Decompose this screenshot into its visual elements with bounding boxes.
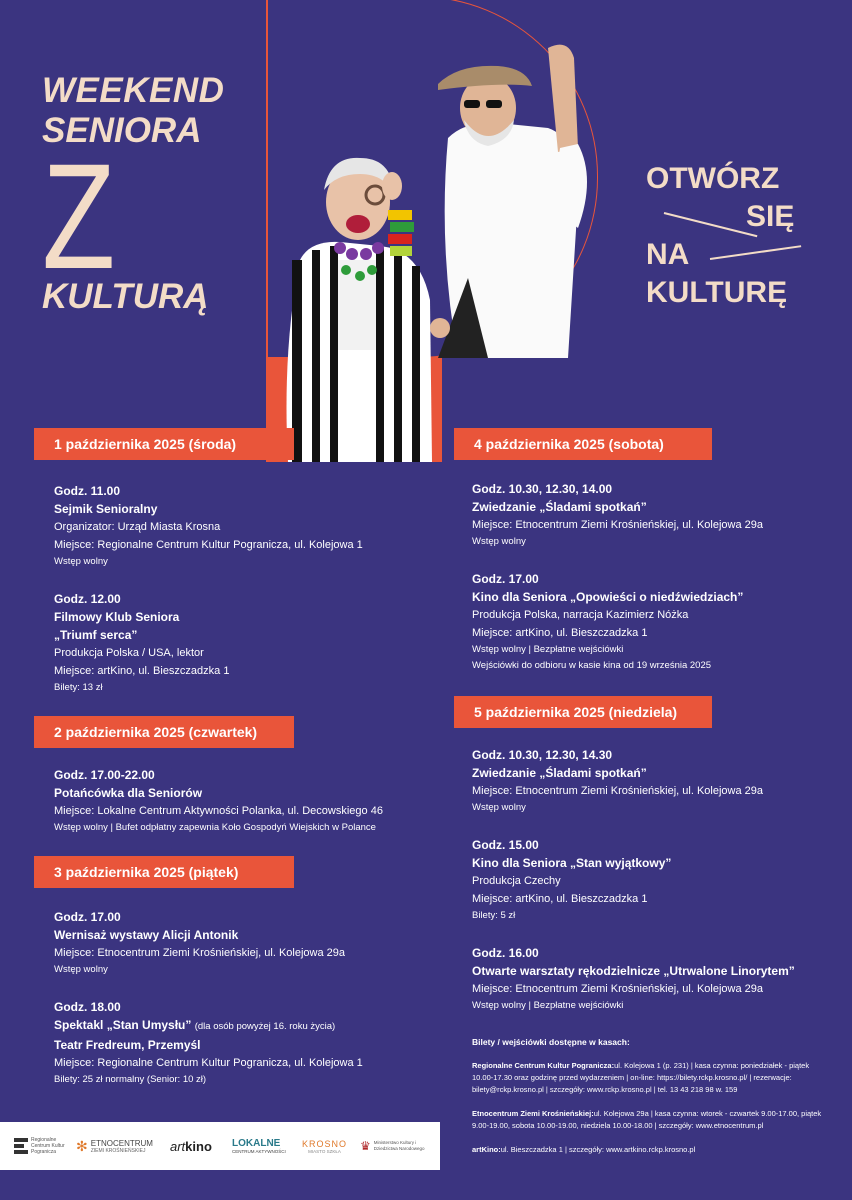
event-detail: Organizator: Urząd Miasta Krosna bbox=[54, 521, 221, 533]
event-note: Bilety: 25 zł normalny (Senior: 10 zł) bbox=[54, 1074, 207, 1085]
event-time: Godz. 17.00 bbox=[54, 910, 121, 924]
event-day5-3 bbox=[472, 944, 795, 1014]
lokalne-sub: CENTRUM AKTYWNOŚCI bbox=[232, 1149, 286, 1154]
event-time: Godz. 17.00-22.00 bbox=[54, 768, 155, 782]
rckp-logo-text: Regionalne Centrum Kultur Pogranicza bbox=[31, 1137, 65, 1155]
slogan bbox=[646, 160, 794, 312]
event-time: Godz. 10.30, 12.30, 14.30 bbox=[472, 748, 613, 762]
eagle-icon: ♛ bbox=[360, 1139, 371, 1153]
senior-man-image bbox=[428, 28, 608, 358]
krosno-name: KROSNO bbox=[302, 1138, 348, 1149]
footer-logos bbox=[0, 1122, 440, 1170]
event-day1-1 bbox=[54, 482, 363, 570]
etnocentrum-text-block bbox=[91, 1139, 153, 1154]
event-detail: Produkcja Czechy bbox=[472, 875, 561, 887]
tickets-rckp-text: ul. Kolejowa 1 (p. 231) | kasa czynna: poniedziałek - piątek 10.00-17.30 oraz godzinę przed wydarzeniem | on-line: https://bilety.rckp.krosno.pl/ | rezerwacje: bilety@rckp.krosno.pl | szczegóły: www.rckp.krosno.pl | tel. 13 43 218 98 w. 159 bbox=[472, 1061, 810, 1094]
event-note: Wstęp wolny | Bezpłatne wejściówki bbox=[472, 1000, 624, 1011]
title-weekend: WEEKEND bbox=[42, 71, 225, 110]
event-note: Wstęp wolny | Bufet odpłatny zapewnia Koło Gospodyń Wiejskich w Polance bbox=[54, 822, 376, 833]
slogan-line3: NA bbox=[646, 238, 690, 271]
tickets-artkino-name: artKino: bbox=[472, 1145, 501, 1154]
lokalne-name: LOKALNE bbox=[232, 1138, 281, 1149]
krosno-logo bbox=[302, 1122, 352, 1170]
event-name: Zwiedzanie „Śladami spotkań” bbox=[472, 500, 647, 514]
tickets-artkino-text: ul. Bieszczadzka 1 | szczegóły: www.artkino.rckp.krosno.pl bbox=[500, 1145, 696, 1154]
ministerstwo-logo bbox=[360, 1122, 436, 1170]
date-header-day1: 1 października 2025 (środa) bbox=[34, 428, 294, 460]
artkino-logo bbox=[170, 1122, 220, 1170]
artkino-logo-b: kino bbox=[185, 1138, 212, 1154]
slogan-line2: SIĘ bbox=[746, 200, 795, 233]
event-name: Spektakl „Stan Umysłu” bbox=[54, 1018, 192, 1032]
rckp-logo-icon bbox=[14, 1138, 28, 1154]
slogan-line4: KULTURĘ bbox=[646, 276, 788, 309]
event-detail: Miejsce: artKino, ul. Bieszczadzka 1 bbox=[472, 893, 648, 905]
artkino-logo-a: art bbox=[170, 1138, 186, 1154]
event-day2-1 bbox=[54, 766, 383, 836]
tickets-etno bbox=[472, 1108, 822, 1132]
event-note: Bilety: 13 zł bbox=[54, 682, 103, 693]
event-note: Wstęp wolny bbox=[54, 964, 108, 975]
slogan-line1: OTWÓRZ bbox=[646, 162, 780, 195]
event-detail: Miejsce: Etnocentrum Ziemi Krośnieńskiej, ul. Kolejowa 29a bbox=[472, 983, 764, 995]
date-header-day3: 3 października 2025 (piątek) bbox=[34, 856, 294, 888]
event-note: Wstęp wolny bbox=[54, 556, 108, 567]
event-detail: Miejsce: artKino, ul. Bieszczadzka 1 bbox=[54, 665, 230, 677]
event-time: Godz. 12.00 bbox=[54, 592, 121, 606]
event-name-2: Teatr Fredreum, Przemyśl bbox=[54, 1038, 201, 1052]
event-name-row bbox=[54, 1016, 363, 1036]
ministerstwo-text: Ministerstwo Kultury i Dziedzictwa Narodowego bbox=[373, 1140, 425, 1151]
event-day5-1 bbox=[472, 746, 763, 816]
date-header-day2: 2 października 2025 (czwartek) bbox=[34, 716, 294, 748]
tickets-etno-text: ul. Kolejowa 29a | kasa czynna: wtorek - czwartek 9.00-17.00, piątek 9.00-19.00, sobota 10.00-19.00, niedziela 10.00-18.00 | szczegóły: www.etnocentrum.pl bbox=[472, 1109, 822, 1130]
etnocentrum-name: ETNOCENTRUM bbox=[90, 1138, 153, 1148]
tickets-artkino bbox=[472, 1144, 822, 1156]
event-time: Godz. 18.00 bbox=[54, 1000, 121, 1014]
event-note-2: Wejściówki do odbioru w kasie kina od 19 września 2025 bbox=[472, 660, 712, 671]
event-time: Godz. 16.00 bbox=[472, 946, 539, 960]
etnocentrum-icon: ✻ bbox=[76, 1137, 88, 1154]
etnocentrum-logo bbox=[76, 1122, 160, 1170]
event-note: Bilety: 5 zł bbox=[472, 910, 516, 921]
event-detail: Miejsce: Etnocentrum Ziemi Krośnieńskiej, ul. Kolejowa 29a bbox=[472, 785, 764, 797]
event-name: Zwiedzanie „Śladami spotkań” bbox=[472, 766, 647, 780]
event-name: Filmowy Klub Seniora bbox=[54, 610, 180, 624]
date-header-day5: 5 października 2025 (niedziela) bbox=[454, 696, 712, 728]
event-time: Godz. 17.00 bbox=[472, 572, 539, 586]
event-day1-2 bbox=[54, 590, 229, 696]
event-detail: Miejsce: Etnocentrum Ziemi Krośnieńskiej, ul. Kolejowa 29a bbox=[472, 519, 764, 531]
tickets-etno-name: Etnocentrum Ziemi Krośnieńskiej: bbox=[472, 1109, 594, 1118]
event-name: Sejmik Senioralny bbox=[54, 502, 158, 516]
krosno-text-block bbox=[302, 1139, 347, 1154]
tickets-heading: Bilety / wejściówki dostępne w kasach: bbox=[472, 1037, 630, 1047]
event-detail: Miejsce: artKino, ul. Bieszczadzka 1 bbox=[472, 627, 648, 639]
event-day4-2 bbox=[472, 570, 743, 674]
krosno-sub: MIASTO SZKŁA bbox=[308, 1148, 341, 1154]
event-detail: Miejsce: Etnocentrum Ziemi Krośnieńskiej, ul. Kolejowa 29a bbox=[54, 947, 346, 959]
event-name-sub: (dla osób powyżej 16. roku życia) bbox=[194, 1021, 336, 1032]
event-detail: Miejsce: Regionalne Centrum Kultur Pogranicza, ul. Kolejowa 1 bbox=[54, 1057, 363, 1069]
title-z: Z bbox=[42, 132, 113, 300]
senior-woman-image bbox=[280, 150, 440, 462]
event-day5-2 bbox=[472, 836, 671, 924]
event-time: Godz. 15.00 bbox=[472, 838, 539, 852]
lokalne-text-block bbox=[232, 1138, 286, 1154]
event-name: Kino dla Seniora „Stan wyjątkowy” bbox=[472, 856, 672, 870]
event-time: Godz. 11.00 bbox=[54, 484, 121, 498]
event-title bbox=[42, 72, 224, 316]
tickets-rckp bbox=[472, 1060, 822, 1096]
event-note: Wstęp wolny bbox=[472, 802, 526, 813]
event-name: Kino dla Seniora „Opowieści o niedźwiedziach” bbox=[472, 590, 744, 604]
event-note: Wstęp wolny | Bezpłatne wejściówki bbox=[472, 644, 624, 655]
date-header-day4: 4 października 2025 (sobota) bbox=[454, 428, 712, 460]
event-name: Otwarte warsztaty rękodzielnicze „Utrwalone Linorytem” bbox=[472, 964, 795, 978]
rckp-logo bbox=[14, 1122, 70, 1170]
tickets-rckp-name: Regionalne Centrum Kultur Pogranicza: bbox=[472, 1061, 615, 1070]
event-day3-2 bbox=[54, 998, 363, 1088]
event-name-2: „Triumf serca” bbox=[54, 628, 138, 642]
event-name: Wernisaż wystawy Alicji Antonik bbox=[54, 928, 239, 942]
event-day3-1 bbox=[54, 908, 345, 978]
event-note: Wstęp wolny bbox=[472, 536, 526, 547]
lokalne-logo bbox=[232, 1122, 292, 1170]
event-day4-1 bbox=[472, 480, 763, 550]
event-time: Godz. 10.30, 12.30, 14.00 bbox=[472, 482, 613, 496]
event-detail: Produkcja Polska / USA, lektor bbox=[54, 647, 204, 659]
event-detail: Produkcja Polska, narracja Kazimierz Nóżka bbox=[472, 609, 689, 621]
event-name: Potańcówka dla Seniorów bbox=[54, 786, 203, 800]
event-detail: Miejsce: Lokalne Centrum Aktywności Polanka, ul. Decowskiego 46 bbox=[54, 805, 383, 817]
etnocentrum-sub: ZIEMI KROŚNIEŃSKIEJ bbox=[90, 1147, 146, 1154]
title-seniora: SENIORA bbox=[42, 111, 202, 150]
title-kultura: KULTURĄ bbox=[42, 277, 209, 316]
event-detail: Miejsce: Regionalne Centrum Kultur Pogranicza, ul. Kolejowa 1 bbox=[54, 539, 363, 551]
